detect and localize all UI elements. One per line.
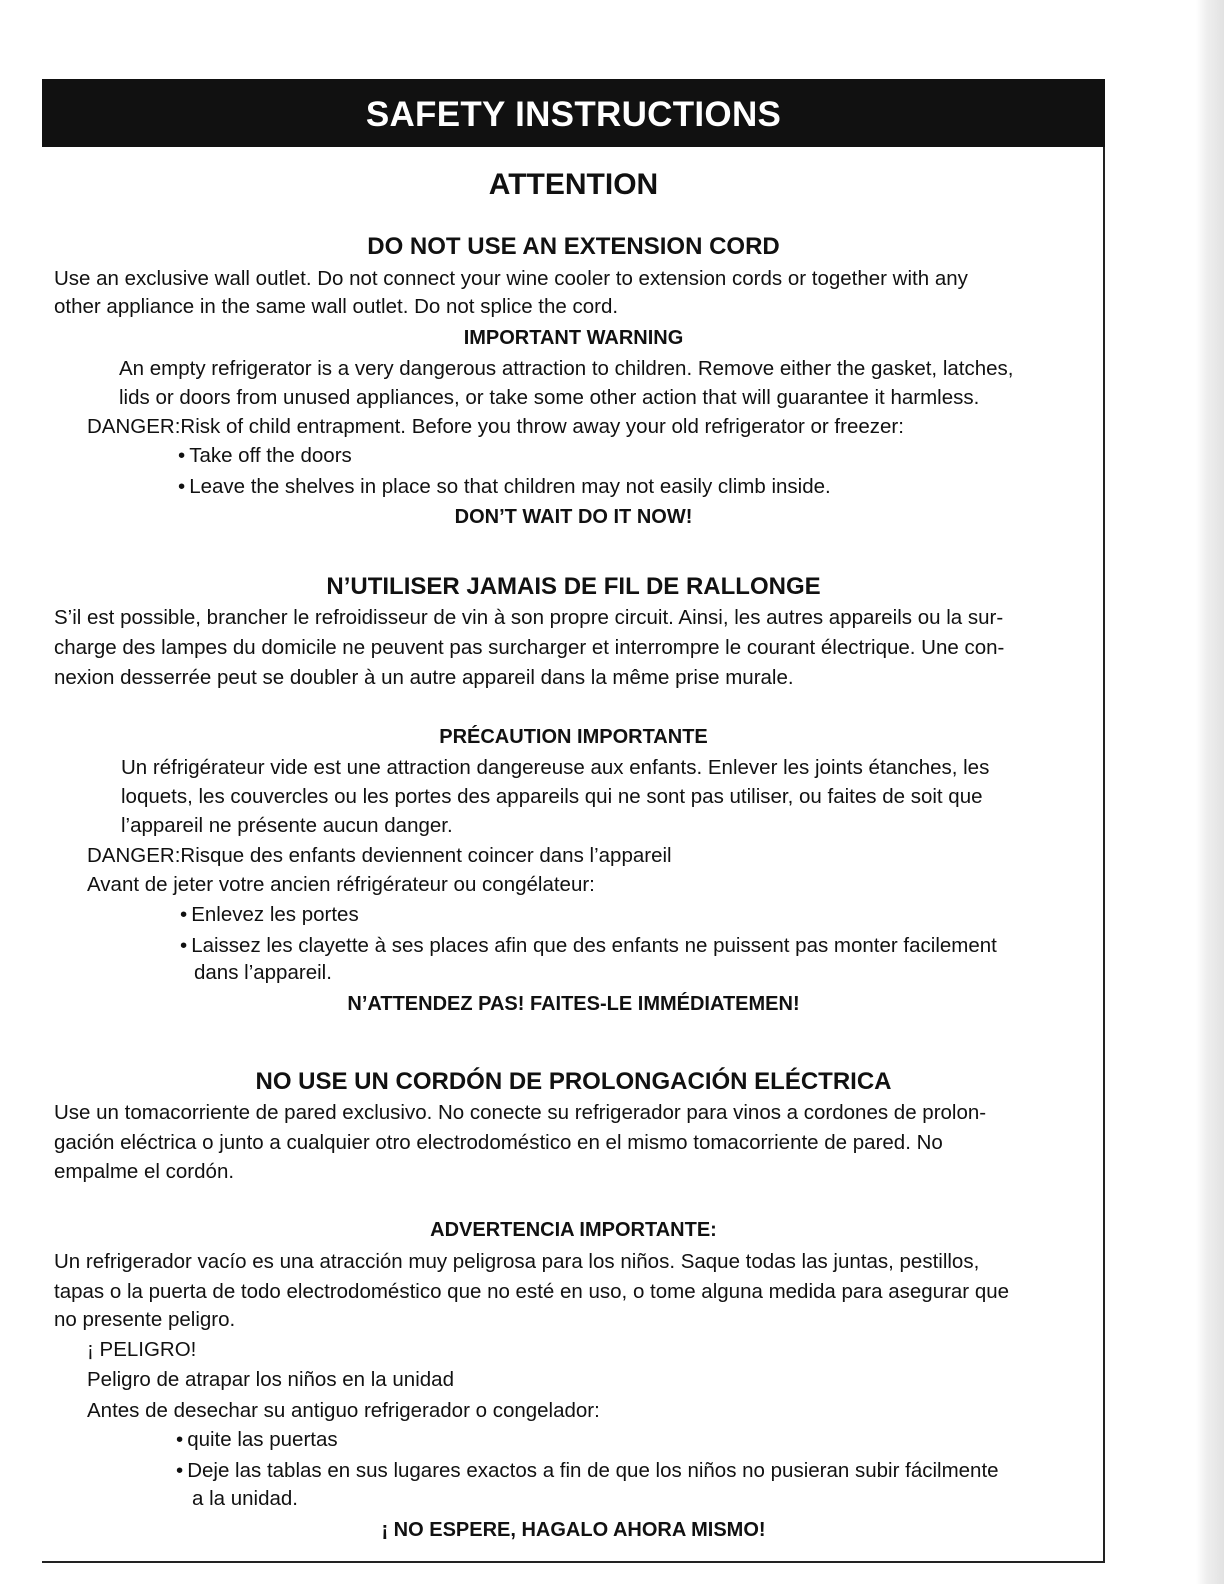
french-warning-line: Un réfrigérateur vide est une attraction dangereuse aux enfants. Enlever les joints étanches, les <box>121 756 990 779</box>
french-bullet: • Enlevez les portes <box>180 903 359 927</box>
page-edge-shadow <box>1196 0 1224 1584</box>
english-closing: DON’T WAIT DO IT NOW! <box>454 506 693 528</box>
french-bullet: • Laissez les clayette à ses places afin que des enfants ne puissent pas monter facilement <box>180 934 997 958</box>
spanish-warning-line: Un refrigerador vacío es una atracción muy peligrosa para los niños. Saque todas las juntas, pestillos, <box>54 1250 980 1273</box>
page-title-banner: SAFETY INSTRUCTIONS <box>42 79 1105 147</box>
spanish-para-line: empalme el cordón. <box>54 1160 235 1183</box>
french-warning-heading: PRÉCAUTION IMPORTANTE <box>439 726 708 748</box>
french-warning-line: loquets, les couvercles ou les portes des appareils qui ne sont pas utiliser, ou faites de soit que <box>121 785 983 808</box>
attention-heading: ATTENTION <box>488 168 659 201</box>
french-para-line: S’il est possible, brancher le refroidisseur de vin à son propre circuit. Ainsi, les autres appareils ou la sur- <box>54 606 1004 629</box>
french-before-line: Avant de jeter votre ancien réfrigérateur ou congélateur: <box>87 873 595 896</box>
spanish-warning-line: no presente peligro. <box>54 1308 236 1331</box>
french-warning-line: l’appareil ne présente aucun danger. <box>121 814 453 837</box>
spanish-before-line: Antes de desechar su antiguo refrigerador o congelador: <box>87 1399 600 1422</box>
english-warning-line: lids or doors from unused appliances, or take some other action that will guarantee it harmless. <box>119 386 980 409</box>
spanish-bullet-continuation: a la unidad. <box>192 1487 299 1510</box>
english-para-line: Use an exclusive wall outlet. Do not connect your wine cooler to extension cords or together with any <box>54 267 968 290</box>
spanish-bullet: • quite las puertas <box>176 1428 338 1452</box>
spanish-para-line: gación eléctrica o junto a cualquier otro electrodoméstico en el mismo tomacorriente de pared. No <box>54 1131 943 1154</box>
french-para-line: nexion desserrée peut se doubler à un autre appareil dans la même prise murale. <box>54 666 794 689</box>
french-heading: N’UTILISER JAMAIS DE FIL DE RALLONGE <box>326 573 821 600</box>
spanish-warning-heading: ADVERTENCIA IMPORTANTE: <box>430 1219 717 1241</box>
spanish-peligro-detail: Peligro de atrapar los niños en la unidad <box>87 1368 454 1391</box>
english-warning-heading: IMPORTANT WARNING <box>463 327 684 349</box>
spanish-closing: ¡ NO ESPERE, HAGALO AHORA MISMO! <box>381 1519 766 1541</box>
english-para-line: other appliance in the same wall outlet. Do not splice the cord. <box>54 295 619 318</box>
spanish-peligro: ¡ PELIGRO! <box>87 1338 197 1361</box>
french-bullet-continuation: dans l’appareil. <box>194 961 332 984</box>
spanish-para-line: Use un tomacorriente de pared exclusivo. No conecte su refrigerador para vinos a cordones de prolon- <box>54 1101 987 1124</box>
english-heading: DO NOT USE AN EXTENSION CORD <box>367 233 780 260</box>
french-closing: N’ATTENDEZ PAS! FAITES-LE IMMÉDIATEMEN! <box>347 993 800 1015</box>
english-bullet: • Take off the doors <box>178 444 352 468</box>
english-warning-line: An empty refrigerator is a very dangerous attraction to children. Remove either the gasket, latches, <box>119 357 1014 380</box>
english-danger-line: DANGER:Risk of child entrapment. Before you throw away your old refrigerator or freezer: <box>87 415 904 438</box>
english-bullet: • Leave the shelves in place so that children may not easily climb inside. <box>178 475 831 499</box>
spanish-warning-line: tapas o la puerta de todo electrodoméstico que no esté en uso, o tome alguna medida para asegurar que <box>54 1280 1010 1303</box>
french-danger-line: DANGER:Risque des enfants deviennent coincer dans l’appareil <box>87 844 672 867</box>
spanish-heading: NO USE UN CORDÓN DE PROLONGACIÓN ELÉCTRICA <box>255 1068 892 1095</box>
french-para-line: charge des lampes du domicile ne peuvent pas surcharger et interrompre le courant électrique. Une con- <box>54 636 1005 659</box>
spanish-bullet: • Deje las tablas en sus lugares exactos a fin de que los niños no pusieran subir fácilmente <box>176 1459 999 1483</box>
